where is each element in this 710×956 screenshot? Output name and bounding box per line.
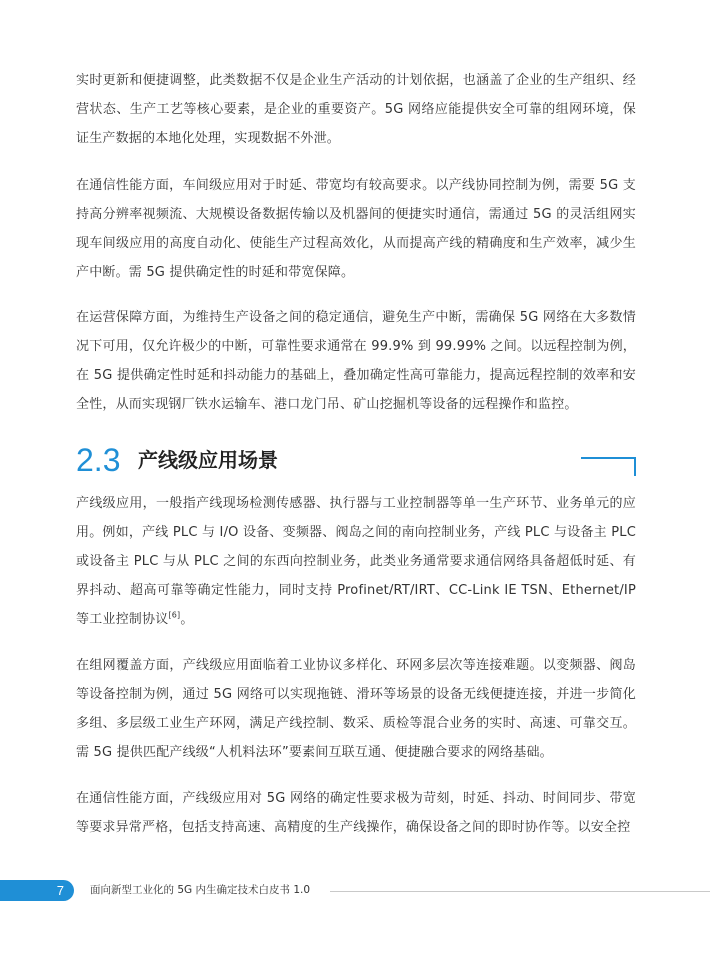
page-number-tab: [0, 880, 74, 901]
body-paragraph: 在组网覆盖方面，产线级应用面临着工业协议多样化、环网多层次等连接难题。以变频器、阀岛等设备控制为例，通过 5G 网络可以实现拖链、滑环等场景的设备无线便捷连接，并进一步简化多组、多层级工业生产环网，满足产线控制、数采、质检等混合业务的实时、高速、可靠交互。需 5G 提供匹配产线级“人机料法环”要素间互联互通、便捷融合要求的网络基础。: [76, 658, 636, 760]
footer-document-title: 面向新型工业化的 5G 内生确定技术白皮书 1.0: [90, 884, 311, 896]
body-paragraph: 在通信性能方面，车间级应用对于时延、带宽均有较高要求。以产线协同控制为例，需要 5G 支持高分辨率视频流、大规模设备数据传输以及机器间的便捷实时通信，需通过 5G 的灵活组网实现车间级应用的高度自动化、使能生产过程高效化，从而提高产线的精确度和生产效率，减少生产中断。需 5G 提供确定性的时延和带宽保障。: [76, 178, 636, 280]
footer-divider: [330, 891, 710, 892]
page-footer: [0, 877, 710, 903]
body-paragraph: 在通信性能方面，产线级应用对 5G 网络的确定性要求极为苛刻，时延、抖动、时间同步、带宽等要求异常严格，包括支持高速、高精度的生产线操作，确保设备之间的即时协作等。以安全控: [76, 791, 636, 835]
section-heading: [76, 440, 636, 480]
paragraph-end: 。: [180, 612, 194, 627]
section-number: 2.3: [76, 442, 121, 478]
body-paragraph: 在运营保障方面，为维持生产设备之间的稳定通信，避免生产中断，需确保 5G 网络在大多数情况下可用，仅允许极少的中断，可靠性要求通常在 99.9% 到 99.99% 之间。以远程控制为例，在 5G 提供确定性时延和抖动能力的基础上，叠加确定性高可靠能力，提高远程控制的效率和安全性，从而实现钢厂铁水运输车、港口龙门吊、矿山挖掘机等设备的远程操作和监控。: [76, 310, 636, 412]
paragraph-text: 产线级应用，一般指产线现场检测传感器、执行器与工业控制器等单一生产环节、业务单元的应用。例如，产线 PLC 与 I/O 设备、变频器、阀岛之间的南向控制业务，产线 PLC 与设备主 PLC 或设备主 PLC 与从 PLC 之间的东西向控制业务，此类业务通常要求通信网络具备超低时延、有界抖动、超高可靠等确定性能力，同时支持 Profinet/RT/IRT、CC-Link IE TSN、Ethernet/IP 等工业控制协议: [76, 496, 636, 627]
body-paragraph: 实时更新和便捷调整，此类数据不仅是企业生产活动的计划依据，也涵盖了企业的生产组织、经营状态、生产工艺等核心要素，是企业的重要资产。5G 网络应能提供安全可靠的组网环境，保证生产数据的本地化处理，实现数据不外泄。: [76, 73, 636, 146]
page-number: 7: [56, 883, 64, 898]
heading-decoration-line: [581, 457, 636, 476]
body-paragraph: [76, 489, 636, 634]
section-title: 产线级应用场景: [138, 448, 278, 472]
citation-reference[interactable]: [6]: [168, 610, 181, 620]
